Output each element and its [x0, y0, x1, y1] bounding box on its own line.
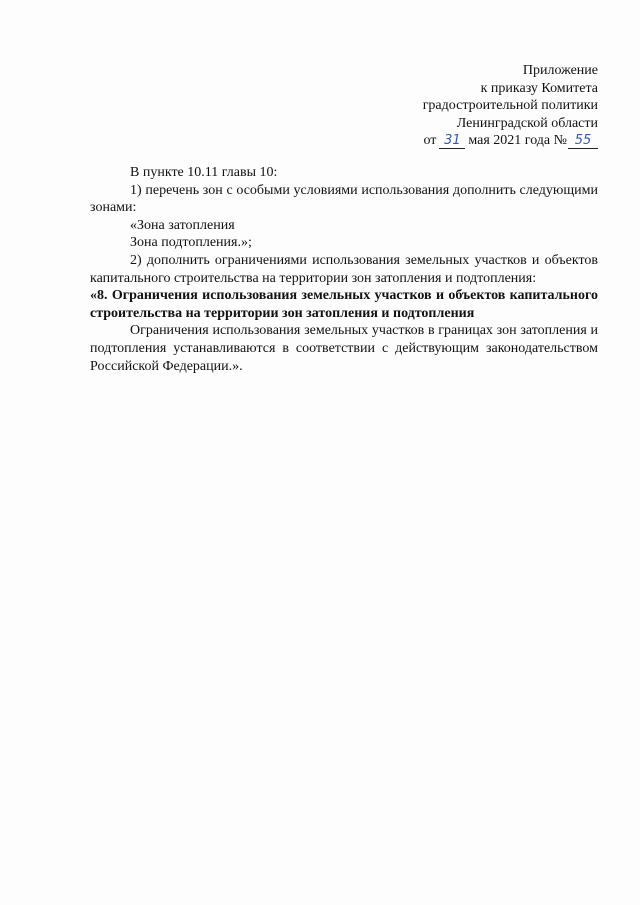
appendix-header	[423, 62, 598, 150]
section-heading-8: «8. Ограничения использования земельных участков и объектов капитального строительства на территории зон затопления и подтопления	[90, 288, 598, 321]
paragraph-zone-underflooding: Зона подтопления.»;	[130, 235, 252, 251]
paragraph-item-2: 2) дополнить ограничениями использования земельных участков и объектов капитального строительства на территории зон затопления и подтопления:	[90, 252, 598, 286]
header-line-region: Ленинградской области	[456, 115, 598, 131]
paragraph-zone-flooding: «Зона затопления	[130, 217, 235, 233]
date-middle: мая 2021 года №	[468, 133, 567, 148]
date-prefix: от	[423, 133, 437, 148]
header-line-appendix: Приложение	[522, 63, 598, 78]
paragraph-intro: В пункте 10.11 главы 10:	[130, 165, 278, 180]
handwritten-day: 31	[439, 134, 465, 149]
header-line-committee: градостроительной политики	[422, 98, 598, 113]
paragraph-item-1: 1) перечень зон с особыми условиями использования дополнить следующими зонами:	[90, 182, 598, 216]
handwritten-order-number: 55	[568, 134, 598, 149]
header-line-date	[423, 132, 598, 150]
header-line-order: к приказу Комитета	[480, 80, 598, 96]
document-body	[90, 164, 598, 375]
paragraph-restrictions: Ограничения использования земельных участков в границах зон затопления и подтопления устанавливаются в соответствии с действующим законодательством Российской Федерации.».	[90, 323, 598, 374]
